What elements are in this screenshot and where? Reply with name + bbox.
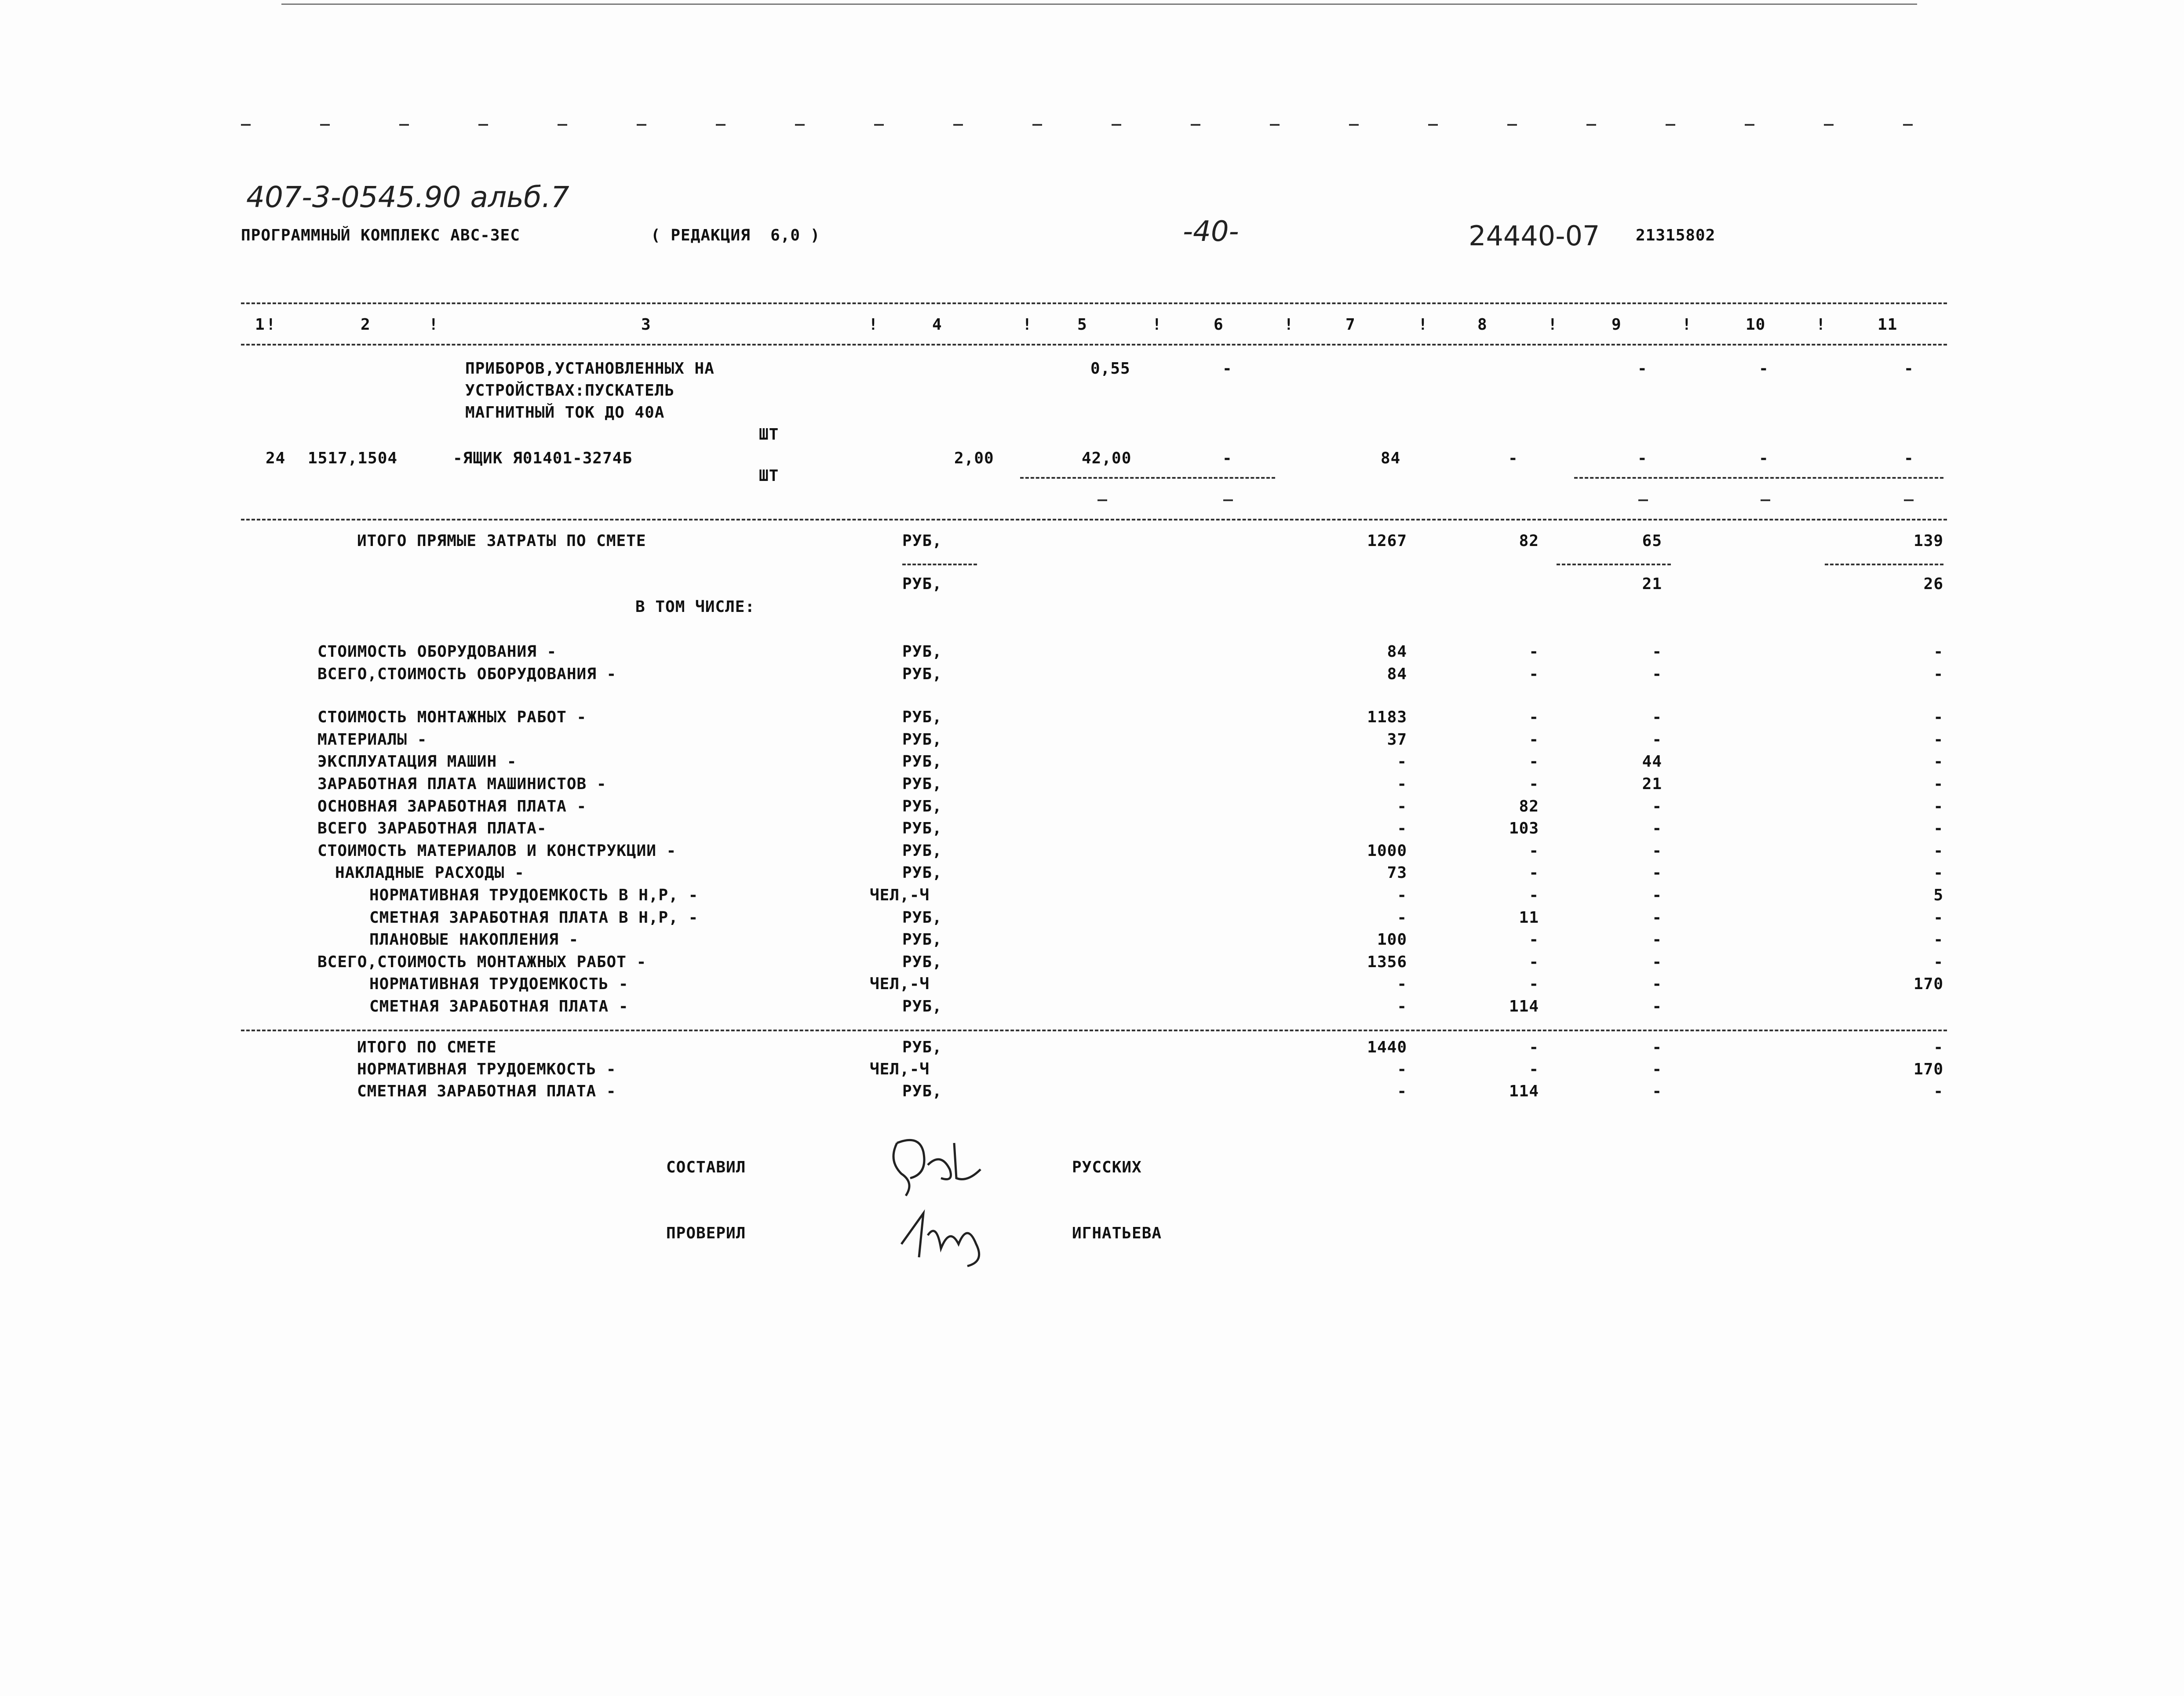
column-header-1: 1	[255, 316, 265, 334]
breakdown-c9: -	[1652, 797, 1662, 815]
breakdown-c8: -	[1529, 864, 1539, 882]
breakdown-unit: РУБ,	[902, 797, 942, 815]
breakdown-c8: -	[1529, 730, 1539, 749]
item-unit-1: ШТ	[759, 426, 779, 444]
breakdown-c8: -	[1529, 886, 1539, 904]
breakdown-label: СМЕТНАЯ ЗАРАБОТНАЯ ПЛАТА В Н,Р, -	[369, 908, 699, 927]
perforation-tick	[478, 124, 488, 126]
breakdown-unit: РУБ,	[902, 730, 942, 749]
breakdown-c8: -	[1529, 953, 1539, 971]
breakdown-c8: -	[1529, 775, 1539, 793]
column-separator: !	[1284, 316, 1294, 334]
breakdown-c11: -	[1933, 753, 1943, 771]
perforation-tick	[1903, 124, 1913, 126]
top-edge-line	[281, 4, 1917, 5]
breakdown-c8: -	[1529, 643, 1539, 661]
column-header-8: 8	[1477, 316, 1488, 334]
breakdown-label: ВСЕГО,СТОИМОСТЬ ОБОРУДОВАНИЯ -	[317, 665, 617, 683]
breakdown-c7: 84	[1387, 643, 1407, 661]
item-c9: -	[1637, 449, 1648, 467]
item-c6-first: -	[1222, 360, 1232, 378]
total-label: СМЕТНАЯ ЗАРАБОТНАЯ ПЛАТА -	[357, 1082, 616, 1100]
breakdown-c8: 103	[1509, 819, 1539, 838]
breakdown-label: ЭКСПЛУАТАЦИЯ МАШИН -	[317, 753, 517, 771]
perforation-tick	[953, 124, 963, 126]
column-header-11: 11	[1878, 316, 1898, 334]
total-c7: -	[1397, 1082, 1407, 1100]
compiled-name: РУССКИХ	[1072, 1158, 1142, 1176]
breakdown-label: СТОИМОСТЬ ОБОРУДОВАНИЯ -	[317, 643, 557, 661]
perforation-tick	[1586, 124, 1596, 126]
breakdown-c11: -	[1933, 797, 1943, 815]
subtotal-rule-c11	[1825, 564, 1943, 565]
total-c11: -	[1933, 1038, 1943, 1056]
column-separator: !	[1152, 316, 1162, 334]
breakdown-label: СМЕТНАЯ ЗАРАБОТНАЯ ПЛАТА -	[369, 997, 629, 1015]
total-direct-c7: 1267	[1367, 532, 1407, 550]
totals-rule	[241, 1030, 1947, 1031]
item-c8: -	[1508, 449, 1518, 467]
item-c5: 42,00	[1082, 449, 1132, 467]
edition: ( РЕДАКЦИЯ 6,0 )	[651, 226, 820, 244]
breakdown-c11: -	[1933, 864, 1943, 882]
item-c11-first: -	[1904, 360, 1914, 378]
item-c11: -	[1904, 449, 1914, 467]
breakdown-label: МАТЕРИАЛЫ -	[317, 730, 427, 749]
total-direct-c11: 139	[1913, 532, 1943, 550]
breakdown-label: ЗАРАБОТНАЯ ПЛАТА МАШИНИСТОВ -	[317, 775, 607, 793]
total-direct-c9: 65	[1642, 532, 1662, 550]
total-c8: 114	[1509, 1082, 1539, 1100]
perforation-tick	[1349, 124, 1359, 126]
breakdown-c7: -	[1397, 997, 1407, 1015]
breakdown-c8: -	[1529, 665, 1539, 683]
perforation-tick	[1270, 124, 1280, 126]
dash-mark	[1761, 499, 1770, 501]
total-c9: -	[1652, 1038, 1662, 1056]
item-c4: 2,00	[954, 449, 994, 467]
subtotal-rule-c9	[1557, 564, 1671, 565]
breakdown-c7: -	[1397, 908, 1407, 927]
breakdown-unit: РУБ,	[902, 775, 942, 793]
column-separator: !	[1548, 316, 1558, 334]
breakdown-label: СТОИМОСТЬ МОНТАЖНЫХ РАБОТ -	[317, 708, 587, 727]
breakdown-c7: -	[1397, 797, 1407, 815]
signature-compiled	[879, 1125, 994, 1205]
breakdown-c8: -	[1529, 975, 1539, 994]
breakdown-label: НОРМАТИВНАЯ ТРУДОЕМКОСТЬ -	[369, 975, 629, 994]
subtotal-rule-c9c11	[1574, 477, 1943, 479]
breakdown-c11: -	[1933, 841, 1943, 860]
total-c9: -	[1652, 1060, 1662, 1078]
item-c6: -	[1222, 449, 1232, 467]
breakdown-c7: 37	[1387, 730, 1407, 749]
handwritten-code: 24440-07	[1469, 220, 1600, 252]
breakdown-unit: РУБ,	[902, 665, 942, 683]
breakdown-c11: -	[1933, 819, 1943, 838]
breakdown-c11: -	[1933, 665, 1943, 683]
checked-name: ИГНАТЬЕВА	[1072, 1224, 1162, 1242]
column-header-5: 5	[1077, 316, 1087, 334]
total-direct-c8: 82	[1519, 532, 1539, 550]
breakdown-c9: 21	[1642, 775, 1662, 793]
total-unit: ЧЕЛ,-Ч	[870, 1060, 930, 1078]
column-separator: !	[1682, 316, 1692, 334]
perforation-tick	[1032, 124, 1042, 126]
item-c9-first: -	[1637, 360, 1648, 378]
breakdown-unit: РУБ,	[902, 643, 942, 661]
total-c7: -	[1397, 1060, 1407, 1078]
item-description-line3: МАГНИТНЫЙ ТОК ДО 40А	[465, 404, 665, 422]
perforation-tick	[795, 124, 805, 126]
breakdown-c7: -	[1397, 886, 1407, 904]
breakdown-c8: -	[1529, 841, 1539, 860]
column-header-10: 10	[1746, 316, 1766, 334]
perforation-tick	[1428, 124, 1438, 126]
breakdown-c9: -	[1652, 975, 1662, 994]
perforation-tick	[1507, 124, 1517, 126]
total-direct-unit-b: РУБ,	[902, 575, 942, 593]
breakdown-c8: -	[1529, 753, 1539, 771]
breakdown-unit: РУБ,	[902, 908, 942, 927]
item-c10: -	[1759, 449, 1769, 467]
program-name: ПРОГРАММНЫЙ КОМПЛЕКС АВС-3ЕС	[241, 226, 520, 244]
column-header-4: 4	[932, 316, 942, 334]
perforation-tick	[320, 124, 330, 126]
breakdown-c7: 1000	[1367, 841, 1407, 860]
column-separator: !	[1022, 316, 1032, 334]
column-separator: !	[429, 316, 439, 334]
header-rule-top	[241, 302, 1947, 304]
breakdown-c7: -	[1397, 753, 1407, 771]
header-rule-bottom	[241, 344, 1947, 346]
breakdown-c11: -	[1933, 643, 1943, 661]
breakdown-label: НАКЛАДНЫЕ РАСХОДЫ -	[335, 864, 525, 882]
perforation-tick	[1745, 124, 1754, 126]
breakdown-c11: -	[1933, 931, 1943, 949]
item-c7: 84	[1381, 449, 1401, 467]
breakdown-unit: ЧЕЛ,-Ч	[870, 975, 930, 994]
document-code: 21315802	[1636, 226, 1716, 244]
item-code: 1517,1504	[308, 449, 398, 467]
item-unit-2: ШТ	[759, 467, 779, 485]
breakdown-c7: 84	[1387, 665, 1407, 683]
column-header-9: 9	[1612, 316, 1622, 334]
total-direct-c9-b: 21	[1642, 575, 1662, 593]
breakdown-unit: РУБ,	[902, 997, 942, 1015]
including-label: В ТОМ ЧИСЛЕ:	[635, 598, 755, 616]
total-c8: -	[1529, 1038, 1539, 1056]
breakdown-unit: РУБ,	[902, 864, 942, 882]
breakdown-label: ОСНОВНАЯ ЗАРАБОТНАЯ ПЛАТА -	[317, 797, 587, 815]
item-c5-first: 0,55	[1090, 360, 1130, 378]
breakdown-label: ПЛАНОВЫЕ НАКОПЛЕНИЯ -	[369, 931, 579, 949]
breakdown-label: СТОИМОСТЬ МАТЕРИАЛОВ И КОНСТРУКЦИИ -	[317, 841, 677, 860]
total-direct-c11-b: 26	[1923, 575, 1943, 593]
perforation-tick	[241, 124, 251, 126]
breakdown-c11: -	[1933, 708, 1943, 727]
total-direct-label: ИТОГО ПРЯМЫЕ ЗАТРАТЫ ПО СМЕТЕ	[357, 532, 646, 550]
item-description-line1: ПРИБОРОВ,УСТАНОВЛЕННЫХ НА	[465, 360, 715, 378]
breakdown-c9: -	[1652, 643, 1662, 661]
breakdown-unit: РУБ,	[902, 819, 942, 838]
breakdown-c7: 100	[1377, 931, 1407, 949]
breakdown-c9: 44	[1642, 753, 1662, 771]
subtotal-rule-unit	[902, 564, 977, 565]
column-header-7: 7	[1345, 316, 1356, 334]
dash-mark	[1223, 499, 1233, 501]
perforation-tick	[874, 124, 884, 126]
breakdown-c8: 114	[1509, 997, 1539, 1015]
breakdown-unit: РУБ,	[902, 931, 942, 949]
total-unit: РУБ,	[902, 1038, 942, 1056]
signature-checked	[893, 1196, 998, 1270]
breakdown-c8: -	[1529, 931, 1539, 949]
checked-label: ПРОВЕРИЛ	[666, 1224, 746, 1242]
subtotal-rule-c5c6	[1020, 477, 1275, 479]
item-number: 24	[266, 449, 286, 467]
perforation-tick	[1191, 124, 1200, 126]
breakdown-c7: -	[1397, 819, 1407, 838]
dash-mark	[1904, 499, 1914, 501]
total-label: НОРМАТИВНАЯ ТРУДОЕМКОСТЬ -	[357, 1060, 616, 1078]
breakdown-c7: 73	[1387, 864, 1407, 882]
column-separator: !	[868, 316, 879, 334]
column-header-6: 6	[1214, 316, 1224, 334]
breakdown-c8: -	[1529, 708, 1539, 727]
column-separator: !	[1816, 316, 1826, 334]
dash-mark	[1638, 499, 1648, 501]
perforation-tick	[1112, 124, 1121, 126]
item-description-line2: УСТРОЙСТВАХ:ПУСКАТЕЛЬ	[465, 382, 675, 400]
breakdown-c7: 1183	[1367, 708, 1407, 727]
breakdown-c8: 82	[1519, 797, 1539, 815]
breakdown-c9: -	[1652, 819, 1662, 838]
breakdown-c11: -	[1933, 953, 1943, 971]
breakdown-c9: -	[1652, 841, 1662, 860]
section-rule	[241, 519, 1947, 520]
total-c8: -	[1529, 1060, 1539, 1078]
breakdown-unit: ЧЕЛ,-Ч	[870, 886, 930, 904]
breakdown-label: ВСЕГО ЗАРАБОТНАЯ ПЛАТА-	[317, 819, 547, 838]
breakdown-unit: РУБ,	[902, 753, 942, 771]
compiled-label: СОСТАВИЛ	[666, 1158, 746, 1176]
dash-mark	[1097, 499, 1107, 501]
breakdown-c9: -	[1652, 665, 1662, 683]
item-c10-first: -	[1759, 360, 1769, 378]
breakdown-c11: 170	[1913, 975, 1943, 994]
perforation-tick	[1666, 124, 1675, 126]
breakdown-c7: -	[1397, 775, 1407, 793]
perforation-tick	[558, 124, 567, 126]
breakdown-c9: -	[1652, 708, 1662, 727]
breakdown-c11: -	[1933, 775, 1943, 793]
breakdown-unit: РУБ,	[902, 841, 942, 860]
breakdown-c11: -	[1933, 730, 1943, 749]
perforation-tick	[716, 124, 726, 126]
breakdown-c11: 5	[1933, 886, 1943, 904]
breakdown-c9: -	[1652, 931, 1662, 949]
item-name: -ЯЩИК Я01401-3274Б	[453, 449, 633, 467]
breakdown-unit: РУБ,	[902, 953, 942, 971]
total-c11: 170	[1913, 1060, 1943, 1078]
total-unit: РУБ,	[902, 1082, 942, 1100]
perforation-tick	[399, 124, 409, 126]
total-label: ИТОГО ПО СМЕТЕ	[357, 1038, 497, 1056]
breakdown-c11: -	[1933, 908, 1943, 927]
breakdown-c7: 1356	[1367, 953, 1407, 971]
breakdown-unit: РУБ,	[902, 708, 942, 727]
breakdown-c9: -	[1652, 953, 1662, 971]
total-c9: -	[1652, 1082, 1662, 1100]
breakdown-label: НОРМАТИВНАЯ ТРУДОЕМКОСТЬ В Н,Р, -	[369, 886, 699, 904]
column-header-3: 3	[641, 316, 651, 334]
column-separator: !	[1418, 316, 1428, 334]
breakdown-c9: -	[1652, 864, 1662, 882]
page-number: -40-	[1183, 215, 1239, 248]
total-direct-unit: РУБ,	[902, 532, 942, 550]
perforation-tick	[637, 124, 646, 126]
breakdown-c9: -	[1652, 908, 1662, 927]
breakdown-c8: 11	[1519, 908, 1539, 927]
breakdown-c9: -	[1652, 997, 1662, 1015]
handwritten-reference: 407-3-0545.90 альб.7	[246, 180, 569, 214]
breakdown-label: ВСЕГО,СТОИМОСТЬ МОНТАЖНЫХ РАБОТ -	[317, 953, 647, 971]
total-c7: 1440	[1367, 1038, 1407, 1056]
breakdown-c9: -	[1652, 730, 1662, 749]
column-separator: !	[266, 316, 276, 334]
breakdown-c9: -	[1652, 886, 1662, 904]
perforation-tick	[1824, 124, 1834, 126]
total-c11: -	[1933, 1082, 1943, 1100]
breakdown-c7: -	[1397, 975, 1407, 994]
column-header-2: 2	[361, 316, 371, 334]
